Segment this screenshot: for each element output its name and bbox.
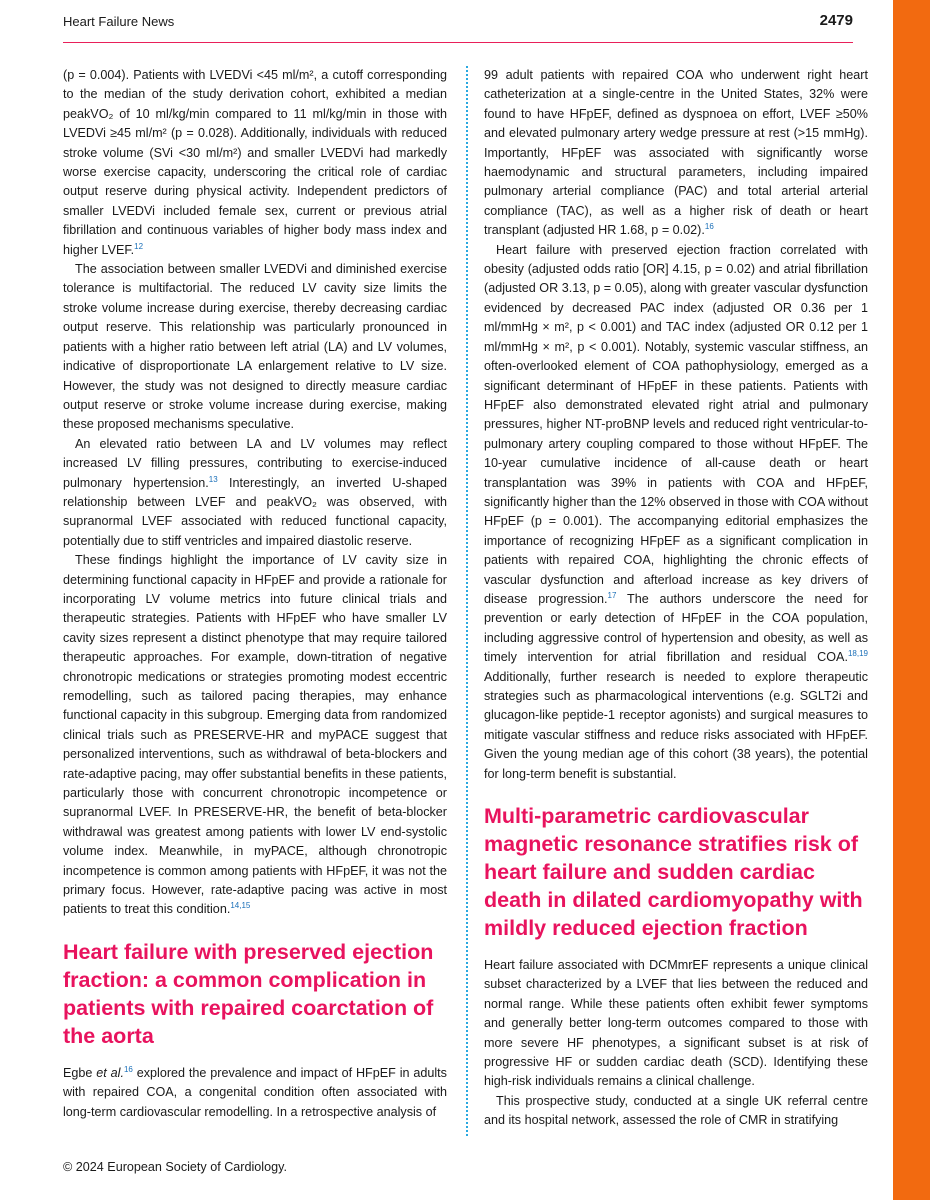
reference-link[interactable]: 16 (123, 1064, 133, 1074)
paragraph: An elevated ratio between LA and LV volumes may reflect increased LV filling pressures, contributing to exercise-induced pulmonary hypertension.$^{13}$ Interestingly, an inverted U-shaped relationship between LVEF and peakVO₂ was observed, with supranormal LVEF associated with reduced functional capacity, potentially due to stiff ventricles and impaired diastolic reserve. (63, 436, 447, 548)
journal-section-title: Heart Failure News (63, 14, 175, 29)
section-heading: Multi-parametric cardiovascular magnetic resonance stratifies risk of heart failure and sudden cardiac death in dilated cardiomyopathy with mildly reduced ejection fraction (484, 804, 863, 941)
left-column (63, 66, 447, 1122)
reference-link[interactable]: 18,19 (847, 649, 868, 658)
right-column (484, 66, 868, 1131)
copyright-footer: © 2024 European Society of Cardiology. (63, 1160, 287, 1174)
paragraph: (p = 0.004). Patients with LVEDVi <45 ml/m², a cutoff corresponding to the median of the study derivation cohort, exhibited a median peakVO₂ of 10 ml/kg/min compared to 11 ml/kg/min in those with LVEDVi ≥45 ml/m² (p = 0.028). Additionally, individuals with reduced stroke volume (SVi <30 ml/m²) and smaller LVEDVi had markedly worse exercise capacity, underscoring the critical role of cardiac output reserve during physical activity. Independent predictors of smaller LVEDVi included female sex, current or previous atrial fibrillation and continuous variables of higher body mass index and higher LVEF.$^{12}$ (63, 68, 447, 257)
reference-link[interactable]: 17 (607, 590, 617, 600)
paragraph: Heart failure associated with DCMmrEF represents a unique clinical subset characterized by a LVEF that lies between the reduced and normal range. While these patients often exhibit fewer symptoms and generally better long-term outcomes compared to those with more severe HF phenotypes, a significant subset is at risk of progressive HF or sudden cardiac death (SCD). Identifying these high-risk individuals remains a clinical challenge. (484, 958, 868, 1089)
page-header (63, 12, 853, 40)
header-rule (63, 42, 853, 43)
section-heading: Heart failure with preserved ejection fraction: a common complication in patients with repaired coarctation of the aorta (63, 939, 434, 1048)
paragraph: Heart failure with preserved ejection fraction correlated with obesity (adjusted odds ratio [OR] 4.15, p = 0.02) and atrial fibrillation (adjusted OR 3.13, p = 0.05), along with greater vascular dysfunction evidenced by decreased PAC index (adjusted OR 0.36 per 1 ml/mmHg × m², p < 0.001) and TAC index (adjusted OR 0.12 per 1 ml/mmHg × m², p < 0.001). Notably, systemic vascular stiffness, an often-overlooked element of COA pathophysiology, emerged as a significant determinant of HFpEF in these patients. Patients with HFpEF also demonstrated elevated right atrial and pulmonary pressures, higher NT-proBNP levels and reduced right ventricular-to-pulmonary artery coupling compared to those without HFpEF. The 10-year cumulative incidence of all-cause death or heart transplantation was 39% in patients with COA and HFpEF, significantly higher than the 12% observed in those with COA without HFpEF (p = 0.001). The accompanying editorial emphasizes the importance of recognizing HFpEF as a significant complication in patients with repaired COA, highlighting the chronic effects of vascular dysfunction and afterload increase as key drivers of disease progression.$^{17}$ The authors underscore the need for prevention or early detection of HFpEF in the COA population, including aggressive control of hypertension and obesity, as well as timely intervention for atrial fibrillation and residual COA.$^{18,19}$ Additionally, further research is needed to explore therapeutic strategies such as pharmacological interventions (e.g. SGLT2i and glucagon-like peptide-1 receptor agonists) and surgical measures to mitigate vascular stiffness and reduce risks associated with HFpEF. Given the young median age of this cohort (38 years), the potential for long-term benefit is substantial. (484, 242, 868, 781)
reference-link[interactable]: 13 (208, 474, 218, 484)
paragraph: This prospective study, conducted at a single UK referral centre and its hospital network, assessed the role of CMR in stratifying (484, 1093, 868, 1128)
paragraph: Egbe et al.$^{16}$ explored the prevalence and impact of HFpEF in adults with repaired COA, a congenital condition often associated with long-term cardiovascular remodelling. In a retrospective analysis of (63, 1064, 447, 1119)
reference-link[interactable]: 12 (134, 241, 144, 251)
paragraph: The association between smaller LVEDVi and diminished exercise tolerance is multifactorial. The reduced LV cavity size limits the stroke volume increase during exercise, thereby decreasing cardiac output reserve. This relationship was particularly pronounced in patients with a higher ratio between left atrial (LA) and LV volumes, indicative of disproportionate LA enlargement relative to LV size. However, the study was not designed to directly measure cardiac output reserve or stroke volume increase during exercise, making these proposed mechanisms speculative. (63, 262, 447, 432)
page-number: 2479 (819, 12, 853, 29)
reference-link[interactable]: 14,15 (230, 901, 251, 911)
paragraph: These findings highlight the importance of LV cavity size in determining functional capacity in HFpEF and provide a rationale for incorporating LV volume metrics into future clinical trials and therapeutic strategies. Patients with HFpEF who have smaller LV cavity sizes represent a distinct phenotype that may require tailored therapeutic approaches. For example, down-titration of negative chronotropic medications or strategies promoting modest eccentric remodelling, such as tailored pacing therapies, may enhance functional capacity in this subgroup. Emerging data from randomized clinical trials such as PRESERVE-HR and myPACE suggest that personalized interventions, such as withdrawal of beta-blockers and rate-adaptive pacing, may offer substantial benefits in these patients, particularly those with concurrent chronotropic incompetence or supranormal LVEF. In PRESERVE-HR, the benefit of beta-blocker withdrawal was greatest among patients with lower LV end-systolic volume index. Meanwhile, in myPACE, although chronotropic incompetence is common among patients with HFpEF, it was not the primary focus. However, rate-adaptive pacing was active in most patients to treat this condition.$^{14,15}$ (63, 553, 447, 917)
column-divider (466, 66, 468, 1136)
accent-side-bar (893, 0, 930, 1200)
reference-link[interactable]: 16 (704, 222, 714, 232)
paragraph: 99 adult patients with repaired COA who underwent right heart catheterization at a single-centre in the United States, 32% were found to have HFpEF, defined as dyspnoea on effort, LVEF ≥50% and elevated pulmonary artery wedge pressure at rest (>15 mmHg). Importantly, HFpEF was associated with significantly worse haemodynamic and structural parameters, including impaired pulmonary arterial compliance (PAC) and total arterial arterial compliance (TAC), as well as a higher risk of death or heart transplant (adjusted HR 1.68, p = 0.02).$^{16}$ (484, 68, 868, 238)
